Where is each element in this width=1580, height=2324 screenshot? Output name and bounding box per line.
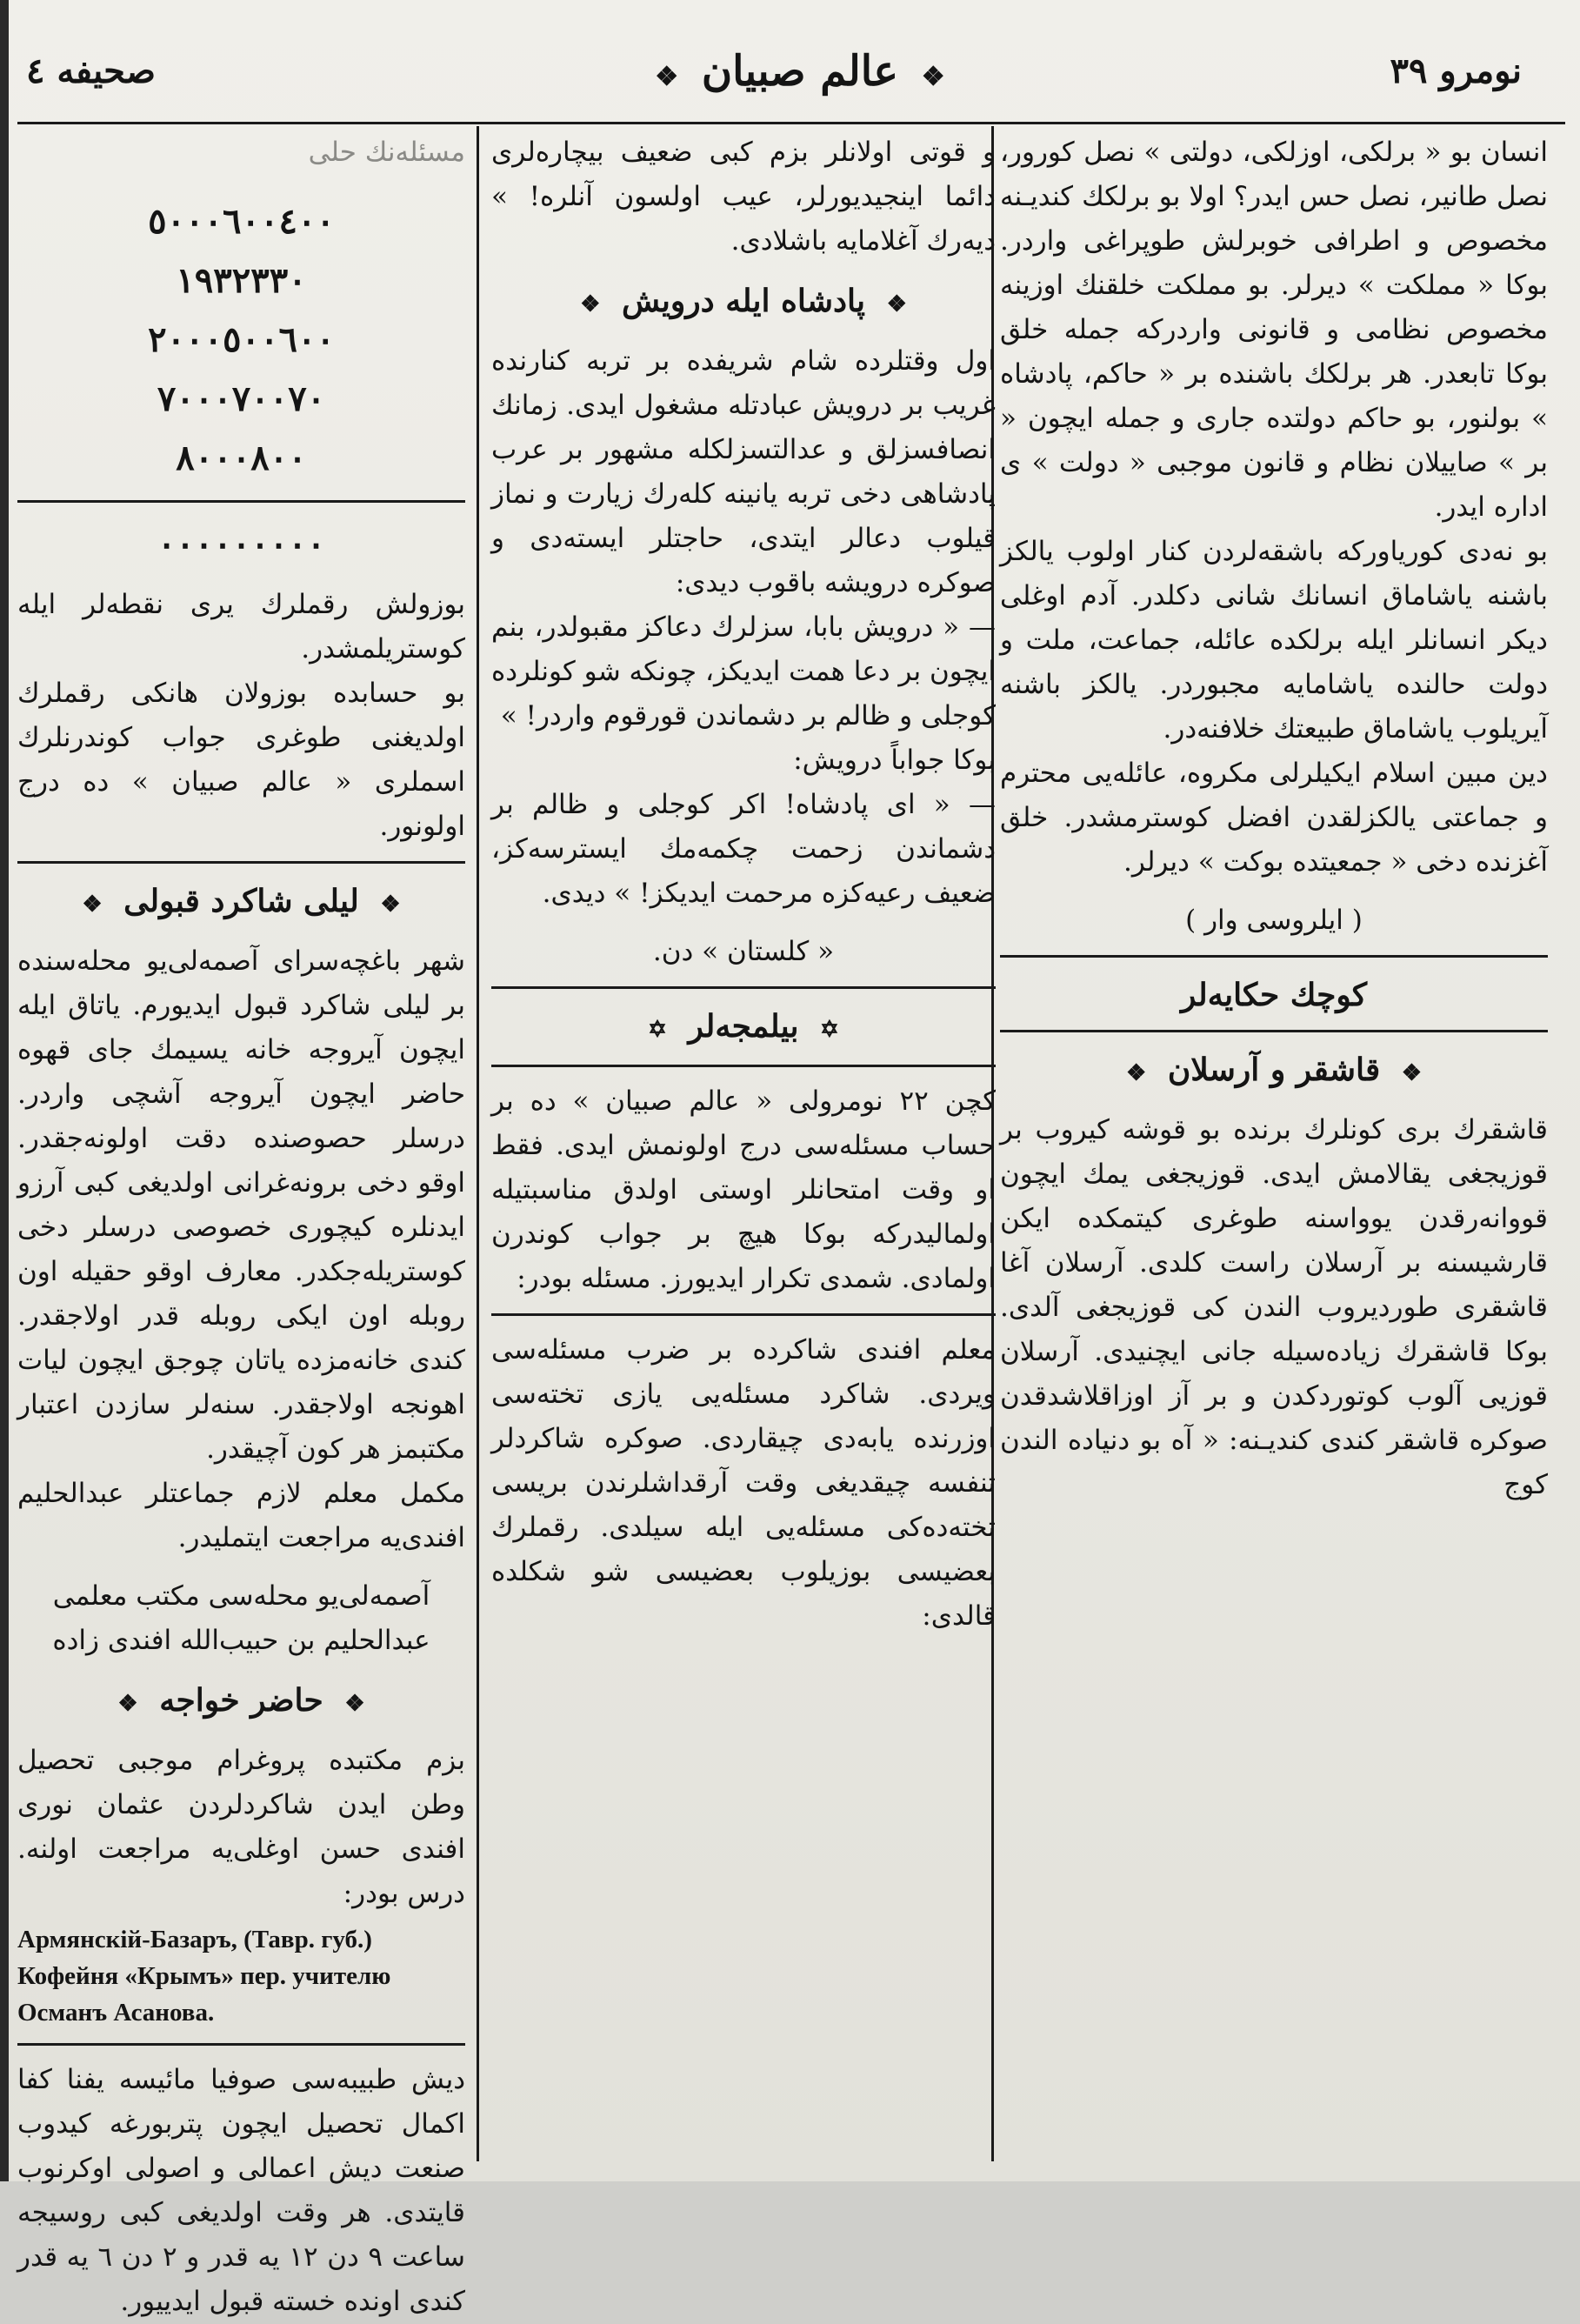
section-rule [491, 986, 996, 989]
section-rule [491, 1065, 996, 1067]
page-header [17, 35, 1574, 130]
ornament-icon: ❖ [344, 1691, 365, 1717]
ad-paragraph: ديش طبيبه‌سی صوفيا مائيسه يفنا كفا اكمال تحصيل ايچون پتربورغه كيدوب صنعت ديش اعمالی و اصولی اوكرنوب قايتدی. هر وقت اولديغی كبی روسيجه ساعت ٩ دن ١٢ يه قدر و ٢ دن ٦ يه قدر كندی اونده خسته قبول ايدييور. [17, 2064, 466, 2317]
riddle-paragraph: كچن ٢٢ نومرولی « عالم صبيان » ده بر حساب مسئله‌سی درج اولونمش ايدی. فقط او وقت امتحانلر اوستی اولدق مناسبتيله اولمالیدركه بوكا هيچ بر جواب كوندرن اولمادی. شمدی تكرار ايديورز. مسئله بودر: [491, 1085, 996, 1294]
ornament-icon: ❖ [921, 62, 945, 92]
section-rule [17, 861, 465, 864]
star-icon: ✡ [820, 1017, 839, 1043]
quote-paragraph: — « ای پادشاه! اكر كوجلی و ظالم بر دشماندن زحمت چكمه‌مك ايسترسه‌كز، ضعيف رعيه‌كزه مرحمت ايديكز! » ديدی. [491, 789, 996, 909]
puzzle-note: بو حسابده بوزولان هانكی رقملرك اولديغنی طوغری جواب كوندرنلرك اسملری « عالم صبيان » ده درج اولونور. [17, 678, 465, 842]
section-heading: ✡ بيلمجه‌لر ✡ [648, 1008, 839, 1045]
ornament-icon: ❖ [886, 291, 907, 317]
right-column [1000, 130, 1548, 1507]
continued-note: ( ايلروسی وار ) [1185, 905, 1363, 936]
masthead-title: عالم صبيان [701, 47, 899, 96]
puzzle-row: ٠٠٠٠٠٠٠٠٠ [157, 524, 326, 564]
column-divider [477, 126, 479, 2161]
multiplication-puzzle [17, 192, 465, 574]
scan-edge [0, 0, 9, 2181]
story-paragraph: قاشقرك بری كونلرك برنده بو قوشه كيروب بر قوزيجغی يقالامش ايدی. قوزيجغی يمك ايچون قووانه‌رقدن يوواسنه طوغری كيتمكده ايكن قارشيسنه بر آرسلان راست كلدی. آرسلان آغا قاشقری طورديروب الندن‌ كی قوزيجغی آلدی. بوكا قاشقرك زياده‌سيله جانی ايچنيدی. آرسلان قوزيی آلوب كوتوردكدن و بر آز اوزاقلاشدقدن صوكره قاشقر كندی كنديـنه: « آه بو دنياده الندن كوج [1000, 1114, 1548, 1500]
article-paragraph: انسان بو « برلكی، اوزلكی، دولتی » نصل كورور، نصل طانير، نصل حس ايدر؟ اولا بو برلكك كنديـنه مخصوص و اطرافی خوبرلش طوپراغی واردر. بوكا « مملكت » ديرلر. بو مملكت خلقنك اوزينه مخصوص نظامی و قانونی واردركه جمله خلق بوكا تابعدر. هر برلكك باشنده بر « حاكم، پادشاه » بولنور، بو حاكم دولتده جاری و جمله ايچون « بر » صاييلان نظام و قانون موجبی « دولت » ی اداره ايدر. [1000, 137, 1548, 523]
newspaper-title [574, 47, 1026, 96]
section-heading: كوچك حكايه‌لر [1180, 977, 1368, 1013]
reply-line: بوكا جواباً درويش: [793, 745, 996, 776]
story-heading: ❖ پادشاه ايله درويش ❖ [580, 283, 907, 319]
puzzle-row: ٧٠٠٠٧٠٠٧٠ [157, 378, 326, 419]
ad-heading: ❖ حاضر خواجه ❖ [117, 1682, 365, 1719]
star-icon: ✡ [648, 1017, 667, 1043]
article-paragraph: و قوتی اولانلر بزم كبی ضعيف بيچاره‌لری دائما اينجيديورلر، عيب اولسون آنلره! » ديه‌رك آغلامايه باشلادی. [491, 137, 996, 257]
section-rule [1000, 955, 1548, 958]
ornament-icon: ❖ [1125, 1060, 1147, 1086]
puzzle-row: ٥٠٠٠٦٠٠٤٠٠ [148, 201, 335, 242]
ornament-icon: ❖ [655, 62, 679, 92]
riddle-paragraph: معلم افندی شاكرده بر ضرب مسئله‌سی ويردی. شاكرد مسئله‌يی يازی تخته‌سی اوزرنده يابه‌دی چيقاردی. صوكره شاكردلر تنفسه چيقديغی وقت آرقداشلرندن بريسی تخته‌ده‌كی مسئله‌يی ايله سيلدی. رقملرك بعضيسی بوزيلوب بعضيسی شو شكلده قالدی: [491, 1334, 996, 1632]
page-number: صحيفه ٤ [26, 50, 156, 91]
source-note: « كلستان » دن. [652, 936, 835, 967]
russian-address: Армянскій-Базаръ, (Тавр. губ.) Кофейня «Крымъ» пер. учителю Османъ Асанова. [17, 1926, 391, 2027]
ad-signature: آصمه‌لی‌يو محله‌سی مكتب معلمی عبدالحليم بن حبيب‌الله افندی زاده [52, 1580, 430, 1656]
quote-paragraph: — « درويش بابا، سزلرك دعاكز مقبولدر، بنم ايچون بر دعا همت ايديكز، چونكه شو كونلرده كوجلی و ظالم بر دشماندن قورقوم واردر! » [491, 611, 996, 731]
left-column [17, 130, 465, 2324]
puzzle-rule [17, 500, 465, 503]
ornament-icon: ❖ [580, 291, 601, 317]
ornament-icon: ❖ [117, 1691, 138, 1717]
puzzle-row: ٨٠٠٠٨٠٠ [176, 437, 307, 478]
section-rule [17, 2043, 465, 2046]
header-rule [17, 122, 1565, 124]
article-paragraph: دين مبين اسلام ايكيلرلی مكروه، عائله‌يی محترم و جماعتی يالكزلقدن افضل كوسترمشدر. خلق آغزنده دخی « جمعيتده بوكت » ديرلر. [1000, 758, 1548, 878]
ad-heading: ❖ ليلی شاكرد قبولی ❖ [82, 883, 401, 919]
puzzle-row: ٢٠٠٠٥٠٠٦٠٠ [148, 319, 335, 360]
faded-text: مسئله‌نك حلی [308, 137, 465, 168]
ornament-icon: ❖ [380, 892, 401, 918]
article-paragraph: بو نه‌دی كورياوركه باشقه‌لردن كنار اولوب يالكز باشنه ياشاماق انسانك شانی دكلدر. آدم اوغلی ديكر انسانلر ايله برلكده عائله، جماعت، ملت و دولت حالنده ياشامايه مجبوردر. يالكز باشنه آيريلوب ياشاماق طبيعتك خلافنه‌در. [1000, 536, 1548, 745]
ad-paragraph: بزم مكتبده پروغرام موجبی تحصيل وطن ايدن شاكردلردن عثمان نوری افندی حسن اوغلی‌يه مراجعت اولنه. درس بودر: [17, 1745, 465, 1909]
story-heading: ❖ قاشقر و آرسلان ❖ [1125, 1052, 1423, 1088]
ad-paragraph: شهر باغچه‌سرای آصمه‌لی‌يو محله‌سنده بر ليلی شاكرد قبول ايديورم. ياتاق ايله ايچون آيروجه خانه يسيمك جای قهوه حاضر ايچون آيروجه آشچی واردر. درسلر حصوصنده دقت اولونه‌جقدر. اوقو دخی برونه‌غرانی اولديغی كبی آرزو ايدنلره كيچورى خصوصی درسلر دخی كوستريله‌جكدر. معارف اوقو حقيله اون روبله اون ايكی روبله قدر اولاجقدر. كندی خانه‌مزده ياتان چوجق ايچون ليات اهونجه اولاجقدر. سنه‌لر سازدن اعتبار مكتبمز هر كون آچيقدر. [17, 945, 465, 1465]
section-rule [491, 1313, 996, 1316]
issue-number: نومرو ٣٩ [1390, 50, 1522, 91]
ad-paragraph: مكمل معلم لازم جماعتلر عبدالحليم افندی‌يه مراجعت ايتمليدر. [17, 1478, 465, 1553]
section-rule [1000, 1030, 1548, 1032]
puzzle-row: ١٩٣٢٣٣٠ [176, 260, 307, 301]
puzzle-note: بوزولش رقملرك يری نقطه‌لر ايله كوستريلمشدر. [17, 589, 465, 664]
ornament-icon: ❖ [1401, 1060, 1423, 1086]
story-paragraph: اول وقتلرده شام شريفده بر تربه كنارنده غريب بر درويش عبادتله مشغول ايدی. زمانك انصافسزلق و عدالتسزلكله مشهور بر عرب پادشاهی دخی تربه يانينه كله‌رك زيارت و نماز قيلوب دعالر ايتدی، حاجتلر ايسته‌دی و صوكره درويشه باقوب ديدی: [491, 345, 996, 598]
middle-column [491, 130, 996, 1639]
ornament-icon: ❖ [82, 892, 103, 918]
